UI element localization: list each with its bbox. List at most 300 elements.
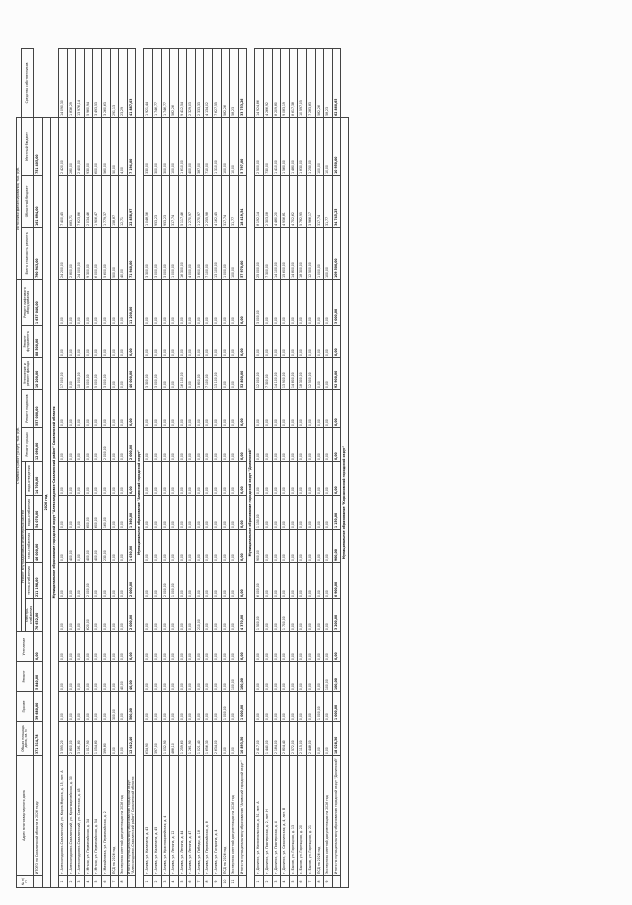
row-value: 0,00 [178, 599, 187, 632]
row-value: 0,00 [289, 462, 298, 496]
section-title: Муниципальное образование "Анивский городской округ" [136, 117, 144, 887]
row-value: 0,00 [170, 326, 179, 358]
row-value: 0,00 [152, 279, 161, 325]
row-value: 0,00 [170, 530, 179, 563]
row-value: 0,00 [324, 722, 333, 756]
row-value: 4 162,45 [213, 175, 222, 227]
row-value: 70 632,00 [34, 599, 43, 632]
row-value: 0,00 [307, 632, 316, 662]
table-body [34, 49, 349, 888]
row-value: 2 000,00 [127, 563, 136, 599]
row-value: 1 150,00 [332, 496, 341, 530]
row-value: 1 500,00 [255, 599, 264, 632]
row-value: 0,00 [127, 632, 136, 662]
row-value: 0,00 [76, 563, 85, 599]
row-value: 0,00 [84, 390, 93, 428]
row-value: 0,00 [307, 692, 316, 722]
row-value: 1 480,00 [289, 117, 298, 175]
table-row [161, 49, 170, 888]
hdr-c5: Ремонт фундамента [21, 326, 34, 358]
hdr-address: Адрес многоквартирного дома [17, 756, 34, 876]
row-value: 0,00 [67, 279, 76, 325]
row-number: 9 [324, 876, 333, 888]
hdr-c1d: водо-снабжения [26, 496, 34, 530]
row-value: 0,00 [84, 632, 93, 662]
row-value: 2 500,00 [255, 117, 264, 175]
row-value: 0,00 [213, 632, 222, 662]
row-number: 6 [298, 876, 307, 888]
year-row [42, 49, 50, 888]
row-value: 7 300,00 [264, 358, 273, 390]
row-value: 16 100,00 [178, 358, 187, 390]
row-value: 6 900,00 [332, 563, 341, 599]
row-value: 2 000,00 [127, 428, 136, 462]
row-value: 0,00 [238, 390, 247, 428]
row-value: 0,00 [213, 390, 222, 428]
row-value: 0,00 [315, 326, 324, 358]
row-value: 2 000,00 [84, 563, 93, 599]
row-value: 0,00 [152, 599, 161, 632]
table-row [187, 49, 196, 888]
row-value: 1 440,00 [264, 722, 273, 756]
row-value: 7 623,86 [76, 175, 85, 227]
row-value: 0,00 [238, 530, 247, 563]
row-value: 0,00 [110, 390, 119, 428]
row-value: 0,00 [195, 462, 204, 496]
row-value: 0,00 [76, 662, 85, 692]
row-value: 0,00 [264, 599, 273, 632]
row-value: 0,00 [161, 662, 170, 692]
row-value: 0,00 [255, 428, 264, 462]
row-value: 0,00 [127, 390, 136, 428]
row-value: 1 921,44 [144, 49, 153, 118]
row-number: 4 [281, 876, 290, 888]
row-address: г. Михайловка, ул. Первомайская, д. 2 [101, 756, 110, 876]
row-value: 0,00 [178, 279, 187, 325]
row-value: 0,00 [230, 496, 239, 530]
row-value: 0,00 [161, 462, 170, 496]
row-value: 0,00 [76, 496, 85, 530]
row-value: 0,00 [110, 326, 119, 358]
row-value: 0,00 [58, 390, 67, 428]
row-value: 0,00 [324, 632, 333, 662]
row-value: 0,00 [161, 632, 170, 662]
row-value: 0,00 [195, 326, 204, 358]
row-value: 40,00 [119, 227, 128, 279]
row-value: 0,00 [67, 390, 76, 428]
row-value: 1 746,77 [152, 49, 161, 118]
row-value: 0,00 [110, 279, 119, 325]
row-value: 0,00 [221, 496, 230, 530]
row-value: 0,00 [119, 462, 128, 496]
row-value: 0,00 [332, 390, 341, 428]
row-value: 0,00 [187, 496, 196, 530]
row-value: 0,00 [58, 599, 67, 632]
row-value: 0,00 [76, 326, 85, 358]
table-row [315, 49, 324, 888]
row-value: 5 117,46 [178, 175, 187, 227]
row-value: 1 270,97 [195, 175, 204, 227]
row-value: 0,00 [119, 279, 128, 325]
row-value: 3 000,00 [332, 279, 341, 325]
row-value: 317,74 [315, 175, 324, 227]
row-value: 0,00 [204, 496, 213, 530]
row-value: 40 000,00 [127, 358, 136, 390]
row-address: Экспертиза сметной документации на 2026 год [324, 756, 333, 876]
row-value: 14 100,00 [272, 227, 281, 279]
row-value: 900,00 [332, 530, 341, 563]
row-number: 3 [272, 876, 281, 888]
row-value: 0,00 [119, 496, 128, 530]
row-value: 0,00 [187, 662, 196, 692]
row-value: 8 617,38 [289, 49, 298, 118]
row-value: 0,00 [315, 632, 324, 662]
row-value: 488,10 [170, 722, 179, 756]
row-value: 0,00 [213, 563, 222, 599]
row-value: 0,00 [110, 428, 119, 462]
row-value: 100,00 [324, 662, 333, 692]
row-value: 18 028,30 [332, 722, 341, 756]
row-value: 100,00 [332, 662, 341, 692]
row-value: 0,00 [170, 632, 179, 662]
row-value: 0,00 [230, 279, 239, 325]
row-number: 7 [307, 876, 316, 888]
row-value: 0,00 [110, 530, 119, 563]
row-number: 7 [195, 876, 204, 888]
row-value: 0,00 [289, 390, 298, 428]
row-value: 92 900,00 [332, 358, 341, 390]
row-value: 46 000,00 [34, 530, 43, 563]
row-value: 0,00 [230, 599, 239, 632]
row-number: 1 [255, 876, 264, 888]
row-value: 0,00 [152, 563, 161, 599]
row-value: 0,00 [101, 326, 110, 358]
row-value: 0,00 [315, 563, 324, 599]
hdr-c6: Ремонт лифтового оборудования [21, 279, 34, 325]
row-value: 0,00 [281, 390, 290, 428]
row-value: 1 250,00 [307, 117, 316, 175]
row-value: 11 200,00 [127, 279, 136, 325]
row-value: 12 042,40 [127, 722, 136, 756]
row-value: 1 000,00 [315, 227, 324, 279]
hdr-c1c: газо-снабжения [26, 530, 34, 563]
row-value: 0,00 [221, 279, 230, 325]
row-value: 1 906,47 [93, 175, 102, 227]
row-value: 0,00 [195, 390, 204, 428]
row-value: 17 000,00 [58, 358, 67, 390]
row-value: 58,23 [230, 49, 239, 118]
row-value: 0,00 [289, 428, 298, 462]
row-address: г. Долинск, ул. Комсомольская, д. 51, лит. А [255, 756, 264, 876]
hdr-c4: Утепление и ремонт фасада [21, 358, 34, 390]
row-value: 0,00 [289, 632, 298, 662]
row-value: 24 000,00 [76, 227, 85, 279]
row-value: 291,13 [110, 49, 119, 118]
row-value: 0,00 [195, 662, 204, 692]
row-value: 0,00 [170, 358, 179, 390]
row-value: 0,00 [152, 462, 161, 496]
row-value: 0,00 [58, 692, 67, 722]
row-value: 161 694,00 [34, 175, 43, 227]
row-value: 0,00 [144, 326, 153, 358]
row-value: 0,00 [324, 358, 333, 390]
row-value: 0,00 [315, 279, 324, 325]
table-row [255, 49, 264, 888]
row-value: 0,00 [119, 632, 128, 662]
row-value: 2 634,00 [213, 722, 222, 756]
row-value: 14 924,86 [255, 49, 264, 118]
row-value: 0,00 [213, 692, 222, 722]
row-number [127, 876, 136, 888]
row-value: 300,00 [152, 117, 161, 175]
row-value: 10 597,05 [298, 49, 307, 118]
row-value: 0,00 [101, 662, 110, 692]
row-value: 0,00 [76, 428, 85, 462]
row-value: 100,00 [315, 117, 324, 175]
row-value: 0,00 [213, 530, 222, 563]
hdr-c2: Ремонт крыши [21, 428, 34, 462]
row-address: г. Анива, ул. Гагарина, д. 4 [213, 756, 222, 876]
row-value: 0,00 [110, 496, 119, 530]
row-value: 3 300,00 [144, 227, 153, 279]
row-value: 0,00 [170, 599, 179, 632]
row-value: 0,00 [178, 563, 187, 599]
table-row [152, 49, 161, 888]
table-row [272, 49, 281, 888]
row-value: 582,26 [221, 49, 230, 118]
row-number: 2 [67, 876, 76, 888]
row-value: 0,00 [152, 428, 161, 462]
row-value: 0,00 [58, 462, 67, 496]
row-value: 0,00 [281, 326, 290, 358]
row-value: 0,00 [67, 563, 76, 599]
row-value: 0,00 [315, 530, 324, 563]
row-value: 0,00 [272, 326, 281, 358]
row-value: 13 900,00 [281, 358, 290, 390]
row-address: с. Быков, ул. Горняцкая, д. 21 [307, 756, 316, 876]
row-address: Экспертиза сметной документации на 2026 год [119, 756, 128, 876]
row-value: 1 000,00 [221, 692, 230, 722]
row-number: 4 [84, 876, 93, 888]
section-title-row [247, 49, 255, 888]
row-value: 0,00 [221, 428, 230, 462]
hdr-no: № п/п [17, 876, 34, 888]
row-number: 6 [187, 876, 196, 888]
row-value: 2 417,00 [255, 722, 264, 756]
row-value: 400,00 [67, 530, 76, 563]
row-value: 0,00 [110, 632, 119, 662]
row-value: 1 779,37 [101, 175, 110, 227]
row-value: 3 300,00 [144, 358, 153, 390]
row-value: 58,23 [324, 49, 333, 118]
row-value: 5 000,00 [84, 358, 93, 390]
row-value: 0,00 [324, 326, 333, 358]
row-value: 0,00 [315, 462, 324, 496]
row-value: 24 200,00 [58, 227, 67, 279]
row-value: 0,00 [178, 326, 187, 358]
row-value: 16 300,00 [178, 227, 187, 279]
table-row [281, 49, 290, 888]
row-value: 5 960,94 [84, 49, 93, 118]
row-value: 0,00 [187, 599, 196, 632]
row-value: 0,00 [324, 428, 333, 462]
section-total-row [127, 49, 136, 888]
row-address: ПСД на 2026 год [110, 756, 119, 876]
row-value: 0,00 [324, 390, 333, 428]
row-value: 0,00 [238, 632, 247, 662]
row-value: 1 270,97 [187, 175, 196, 227]
row-address: г. Анива, ул. Ленина, д. 47 [187, 756, 196, 876]
table-row [324, 49, 333, 888]
row-address: г. Анива, ул. Ленина, д. 12 [170, 756, 179, 876]
row-number: 5 [93, 876, 102, 888]
row-value: 15 600,00 [281, 227, 290, 279]
row-value: 4 370,00 [238, 599, 247, 632]
row-value: 0,00 [144, 496, 153, 530]
row-value: 400,00 [93, 530, 102, 563]
table-row [58, 49, 67, 888]
row-value: 0,00 [76, 279, 85, 325]
row-value: 158,87 [110, 175, 119, 227]
row-value: 2 329,03 [187, 49, 196, 118]
row-value: 2 800,00 [67, 227, 76, 279]
row-value: 0,00 [93, 692, 102, 722]
row-value: 2 572,00 [289, 722, 298, 756]
row-value: 0,00 [101, 692, 110, 722]
row-value: 0,00 [221, 462, 230, 496]
row-number: 5 [178, 876, 187, 888]
row-value: 0,00 [289, 279, 298, 325]
row-value: 0,00 [161, 692, 170, 722]
row-value: 31,77 [230, 175, 239, 227]
row-value: 0,00 [152, 496, 161, 530]
row-value: 0,00 [76, 462, 85, 496]
row-value: 0,00 [67, 662, 76, 692]
row-value: 40,00 [127, 662, 136, 692]
row-value: 109 500,00 [332, 227, 341, 279]
row-value: 0,00 [58, 326, 67, 358]
row-address: г. Анива, ул. Победы, д. 18 [195, 756, 204, 876]
row-value: 0,00 [272, 692, 281, 722]
row-value: 0,00 [298, 326, 307, 358]
row-value: 0,00 [178, 632, 187, 662]
row-value: 0,00 [324, 599, 333, 632]
row-value: 0,00 [119, 692, 128, 722]
row-value: 41 887,03 [127, 49, 136, 118]
hdr-c1b: тепло-снабжения [26, 563, 34, 599]
row-value: 0,00 [281, 428, 290, 462]
row-value: 14 800,00 [289, 358, 298, 390]
row-value: 0,00 [298, 390, 307, 428]
row-value: 0,00 [84, 662, 93, 692]
row-value: 0,00 [187, 390, 196, 428]
row-value: 0,00 [76, 599, 85, 632]
row-value: 0,00 [324, 496, 333, 530]
row-value: 12 500,00 [307, 358, 316, 390]
row-value: 7 300,00 [264, 227, 273, 279]
row-value: 0,00 [187, 563, 196, 599]
row-value: 0,00 [264, 530, 273, 563]
hdr-fund-group: Источники финансирования, тыс. руб. [17, 117, 22, 279]
row-value: 0,00 [195, 428, 204, 462]
row-value: 13 100,00 [213, 227, 222, 279]
row-value: 4 702,62 [289, 175, 298, 227]
row-value: 0,00 [213, 496, 222, 530]
row-value: 0,00 [93, 279, 102, 325]
row-value: 0,00 [144, 530, 153, 563]
row-value: 25 000,00 [255, 227, 264, 279]
row-value: 1 048,56 [144, 175, 153, 227]
row-value: 1 032,90 [161, 722, 170, 756]
row-number: 2 [152, 876, 161, 888]
row-value: 0,00 [93, 326, 102, 358]
row-address: с. Быков, ул. Горняцкая, д. 13 [289, 756, 298, 876]
table-row [221, 49, 230, 888]
row-value: 160,00 [101, 496, 110, 530]
row-value: 0,00 [204, 390, 213, 428]
row-value: 0,00 [315, 428, 324, 462]
row-value: 0,00 [178, 692, 187, 722]
row-value: 0,00 [298, 279, 307, 325]
row-value: 0,00 [187, 632, 196, 662]
row-value: 0,00 [187, 530, 196, 563]
row-value: 2 400,00 [76, 117, 85, 175]
row-value: 10 200,00 [34, 358, 43, 390]
hdr-c1a: электро-снабжения [26, 599, 34, 632]
row-value: 4 000,00 [187, 227, 196, 279]
row-value: 0,00 [298, 662, 307, 692]
table-row [76, 49, 85, 888]
row-value: 7 100,00 [204, 358, 213, 390]
row-value: 0,00 [161, 358, 170, 390]
row-value: 12 000,00 [255, 358, 264, 390]
row-value: 0,00 [298, 496, 307, 530]
row-value: 100,00 [324, 227, 333, 279]
row-value: 0,00 [324, 530, 333, 563]
row-value: 0,00 [213, 599, 222, 632]
row-value: 0,00 [152, 390, 161, 428]
row-value: 0,00 [281, 530, 290, 563]
row-value: 1 021,40 [195, 722, 204, 756]
hdr-c7: Всего стоимость ремонта [21, 227, 34, 279]
row-value: 0,00 [178, 662, 187, 692]
row-value: 6 000,00 [93, 227, 102, 279]
row-value: 0,00 [93, 599, 102, 632]
row-value: 1 656,30 [204, 722, 213, 756]
row-value: 0,00 [307, 326, 316, 358]
row-value: 0,00 [76, 390, 85, 428]
row-value: 0,00 [281, 496, 290, 530]
row-value: 10,00 [230, 117, 239, 175]
row-value: 0,00 [204, 563, 213, 599]
row-value: 0,00 [76, 692, 85, 722]
row-value: 0,00 [101, 563, 110, 599]
row-value: 0,00 [281, 462, 290, 496]
rotated-table-area [16, 48, 610, 888]
row-value: 0,00 [204, 632, 213, 662]
row-value: 0,00 [324, 279, 333, 325]
row-value: 0,00 [204, 326, 213, 358]
row-value: 0,00 [161, 496, 170, 530]
row-value: 582,26 [315, 49, 324, 118]
hdr-own1: Прочее [17, 692, 34, 722]
row-value: 0,00 [272, 496, 281, 530]
row-value: 0,00 [204, 279, 213, 325]
row-value: 0,00 [238, 326, 247, 358]
row-value: 317,74 [170, 175, 179, 227]
row-address: г. Долинск, ул. Пионерская, д. 2, лит. Н [264, 756, 273, 876]
row-value: 0,00 [332, 428, 341, 462]
